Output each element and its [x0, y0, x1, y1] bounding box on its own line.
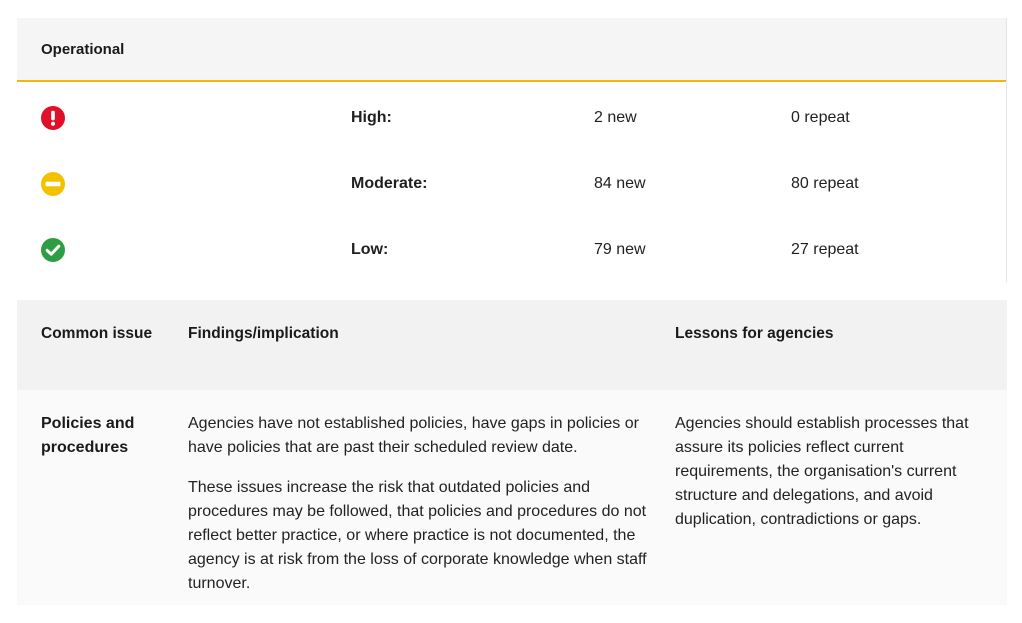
findings-cell [188, 412, 648, 612]
lessons-cell: Agencies should establish processes that assure its policies reflect current requirements, the organisation's current structure and delegations, and avoid duplication, contradictions or gaps. [675, 415, 969, 528]
new-count: 79 new [594, 241, 646, 258]
rating-row-low [17, 230, 1006, 270]
repeat-count: 80 repeat [791, 175, 859, 192]
check-icon [41, 238, 65, 262]
repeat-count: 27 repeat [791, 241, 859, 258]
exclamation-icon [41, 106, 65, 130]
operational-header [17, 18, 1006, 82]
issue-name: Policies and procedures [41, 415, 135, 456]
rating-row-high [17, 98, 1006, 138]
table-header [17, 300, 1007, 390]
findings-paragraph: Agencies have not established policies, have gaps in policies or have policies that are past their scheduled review date. [188, 415, 639, 456]
repeat-count: 0 repeat [791, 109, 850, 126]
rating-label: Low: [351, 241, 389, 258]
findings-paragraph: These issues increase the risk that outdated policies and procedures may be followed, that policies and procedures do not reflect better practice, or where practice is not documented, the agency is at risk from the loss of corporate knowledge when staff turnover. [188, 479, 647, 592]
operational-title: Operational [41, 40, 125, 58]
operational-summary-panel [17, 18, 1007, 282]
rating-row-moderate [17, 164, 1006, 204]
column-header-common-issue: Common issue [41, 325, 153, 342]
new-count: 2 new [594, 109, 637, 126]
column-header-lessons: Lessons for agencies [675, 325, 834, 342]
new-count: 84 new [594, 175, 646, 192]
table-row [17, 390, 1007, 605]
rating-label: High: [351, 109, 392, 126]
common-issues-table [17, 300, 1007, 605]
minus-icon [41, 172, 65, 196]
column-header-findings: Findings/implication [188, 325, 339, 342]
rating-label: Moderate: [351, 175, 428, 192]
